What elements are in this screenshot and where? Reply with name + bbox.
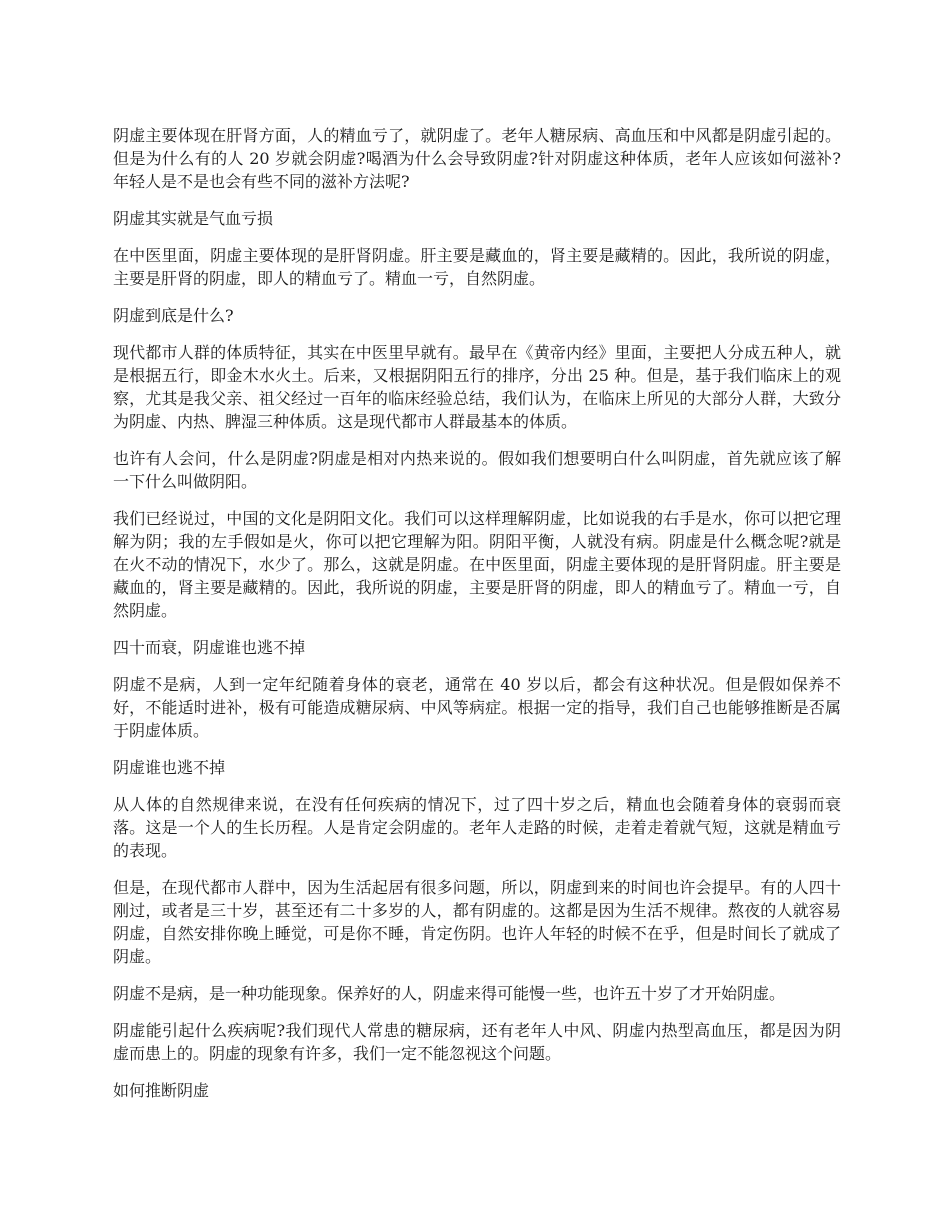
paragraph: 阴虚能引起什么疾病呢?我们现代人常患的糖尿病，还有老年人中风、阴虚内热型高血压，都是因为阴虚而患上的。阴虚的现象有许多，我们一定不能忽视这个问题。	[113, 1021, 841, 1063]
section-heading: 四十而衰，阴虚谁也逃不掉	[113, 638, 306, 657]
section-heading: 如何推断阴虚	[113, 1081, 210, 1100]
section-heading: 阴虚谁也逃不掉	[113, 758, 226, 777]
paragraph: 现代都市人群的体质特征，其实在中医里早就有。最早在《黄帝内经》里面，主要把人分成五种人，就是根据五行，即金木水火土。后来，又根据阴阳五行的排序，分出 25 种。但是，基于我们临床上的观察，尤其是我父亲、祖父经过一百年的临床经验总结，我们认为，在临床上所见的大部分人群，大致分为阴虚、内热、脾湿三种体质。这是现代都市人群最基本的体质。	[113, 343, 841, 431]
section-heading: 阴虚到底是什么?	[113, 306, 234, 325]
paragraph: 我们已经说过，中国的文化是阴阳文化。我们可以这样理解阴虚，比如说我的右手是水，你可以把它理解为阴；我的左手假如是火，你可以把它理解为阳。阴阳平衡，人就没有病。阴虚是什么概念呢?就是在火不动的情况下，水少了。那么，这就是阴虚。在中医里面，阴虚主要体现的是肝肾阴虚。肝主要是藏血的，肾主要是藏精的。因此，我所说的阴虚，主要是肝肾的阴虚，即人的精血亏了。精血一亏，自然阴虚。	[113, 509, 841, 620]
document-body	[113, 124, 841, 1116]
paragraph: 从人体的自然规律来说，在没有任何疾病的情况下，过了四十岁之后，精血也会随着身体的衰弱而衰落。这是一个人的生长历程。人是肯定会阴虚的。老年人走路的时候，走着走着就气短，这就是精血亏的表现。	[113, 795, 841, 860]
paragraph: 在中医里面，阴虚主要体现的是肝肾阴虚。肝主要是藏血的，肾主要是藏精的。因此，我所说的阴虚，主要是肝肾的阴虚，即人的精血亏了。精血一亏，自然阴虚。	[113, 246, 841, 288]
paragraph: 阴虚不是病，人到一定年纪随着身体的衰老，通常在 40 岁以后，都会有这种状况。但是假如保养不好，不能适时进补，极有可能造成糖尿病、中风等病症。根据一定的指导，我们自己也能够推断是否属于阴虚体质。	[113, 675, 841, 740]
paragraph: 但是，在现代都市人群中，因为生活起居有很多问题，所以，阴虚到来的时间也许会提早。有的人四十刚过，或者是三十岁，甚至还有二十多岁的人，都有阴虚的。这都是因为生活不规律。熬夜的人就容易阴虚，自然安排你晚上睡觉，可是你不睡，肯定伤阴。也许人年轻的时候不在乎，但是时间长了就成了阴虚。	[113, 878, 841, 966]
section-heading: 阴虚其实就是气血亏损	[113, 209, 274, 228]
paragraph: 也许有人会问，什么是阴虚?阴虚是相对内热来说的。假如我们想要明白什么叫阴虚，首先就应该了解一下什么叫做阴阳。	[113, 449, 841, 491]
paragraph-intro: 阴虚主要体现在肝肾方面，人的精血亏了，就阴虚了。老年人糖尿病、高血压和中风都是阴虚引起的。但是为什么有的人 20 岁就会阴虚?喝酒为什么会导致阴虚?针对阴虚这种体质，老年人应该如何滋补?年轻人是不是也会有些不同的滋补方法呢?	[113, 126, 841, 191]
paragraph: 阴虚不是病，是一种功能现象。保养好的人，阴虚来得可能慢一些，也许五十岁了才开始阴虚。	[113, 984, 786, 1003]
